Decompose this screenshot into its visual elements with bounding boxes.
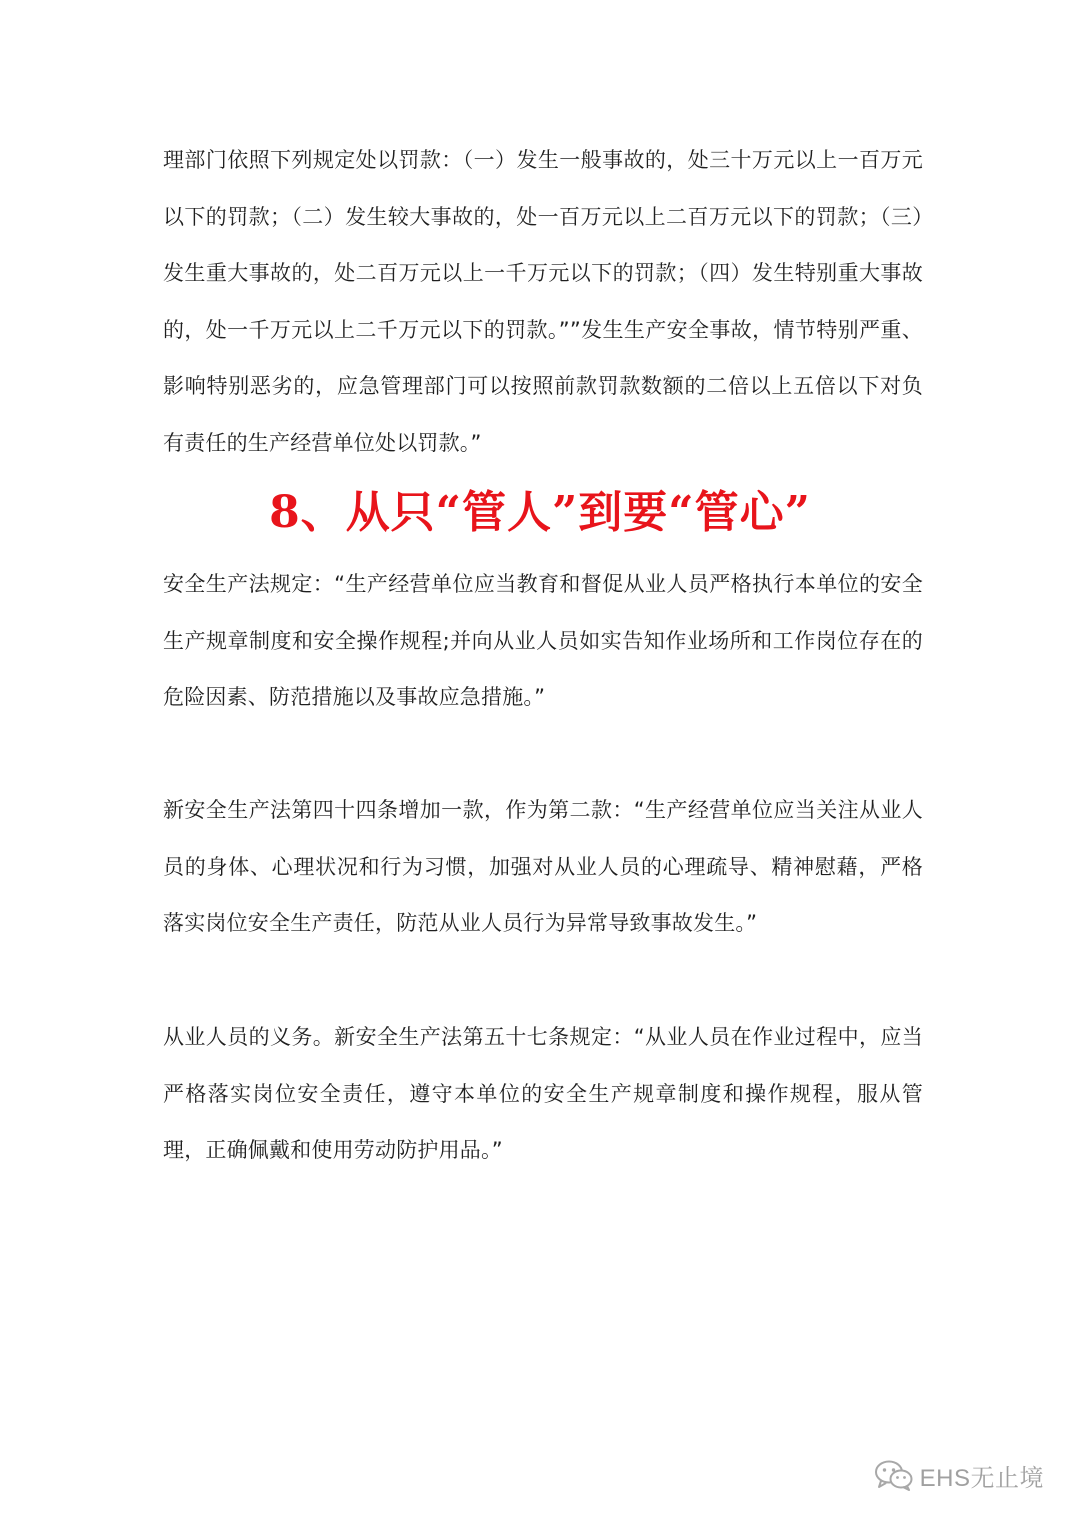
paragraph-penalty-amounts: 理部门依照下列规定处以罚款：（一）发生一般事故的，处三十万元以上一百万元以下的罚款；（二）发生较大事故的，处一百万元以上二百万元以下的罚款；（三）发生重大事故的，处二百万元以上一千万元以下的罚款；（四）发生特别重大事故的，处一千万元以上二千万元以下的罚款。””发生生产安全事故，情节特别严重、影响特别恶劣的，应急管理部门可以按照前款罚款数额的二倍以上五倍以下对负有责任的生产经营单位处以罚款。” [163,148,923,455]
paragraph-safety-law-rule: 安全生产法规定：“生产经营单位应当教育和督促从业人员严格执行本单位的安全生产规章制度和安全操作规程;并向从业人员如实告知作业场所和工作岗位存在的危险因素、防范措施以及事故应急措施。” [163,572,923,709]
wechat-icon [874,1459,914,1491]
paragraph-article-44: 新安全生产法第四十四条增加一款，作为第二款：“生产经营单位应当关注从业人员的身体、心理状况和行为习惯，加强对从业人员的心理疏导、精神慰藉，严格落实岗位安全生产责任，防范从业人员行为异常导致事故发生。” [163,798,923,935]
paragraph-employee-duties: 从业人员的义务。新安全生产法第五十七条规定：“从业人员在作业过程中，应当严格落实岗位安全责任，遵守本单位的安全生产规章制度和操作规程，服从管理，正确佩戴和使用劳动防护用品。” [163,1025,923,1162]
watermark [874,1455,1044,1495]
section-heading: 8、从只“管人”到要“管心” [269,487,811,538]
watermark-text: EHS无止境 [919,1464,1044,1492]
